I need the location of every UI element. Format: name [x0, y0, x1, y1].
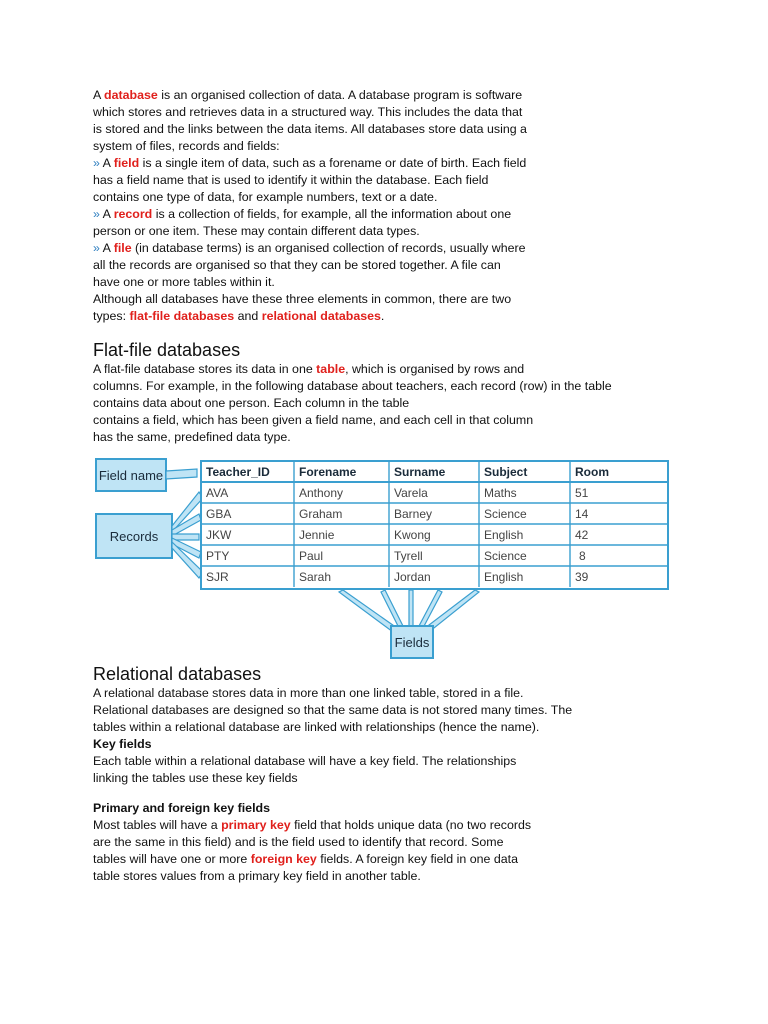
- primary-foreign-heading: Primary and foreign key fields: [93, 801, 270, 815]
- table-cell: SJR: [206, 570, 229, 584]
- intro-line: which stores and retrieves data in a structured way. This includes the data that: [93, 105, 523, 119]
- intro-line: has a field name that is used to identify it within the database. Each field: [93, 173, 489, 187]
- keyword-field: field: [113, 156, 140, 170]
- intro-line: types: flat-file databases and relational databases.: [93, 309, 385, 323]
- table-header-cell: Room: [575, 465, 609, 479]
- bullet-file: » A file (in database terms) is an organised collection of records, usually where: [93, 241, 526, 255]
- pf-line: tables will have one or more foreign key fields. A foreign key field in one data: [93, 852, 518, 866]
- intro-line: person or one item. These may contain different data types.: [93, 224, 420, 238]
- relational-line: tables within a relational database are linked with relationships (hence the name).: [93, 720, 540, 734]
- table-header-cell: Teacher_ID: [206, 465, 270, 479]
- flat-file-line: has the same, predefined data type.: [93, 430, 291, 444]
- flat-file-line: contains data about one person. Each column in the table: [93, 396, 410, 410]
- keyword-primary-key: primary key: [221, 818, 291, 832]
- intro-line: have one or more tables within it.: [93, 275, 275, 289]
- table-cell: Anthony: [299, 486, 344, 500]
- table-cell: JKW: [206, 528, 232, 542]
- table-cell: Sarah: [299, 570, 332, 584]
- table-cell: Jennie: [299, 528, 335, 542]
- table-cell: Jordan: [394, 570, 431, 584]
- intro-line: A database is an organised collection of data. A database program is software: [93, 88, 523, 102]
- table-cell: Paul: [299, 549, 324, 563]
- table-cell: 39: [575, 570, 589, 584]
- table-cell: Science: [484, 507, 527, 521]
- bullet-arrow-icon: »: [93, 241, 100, 255]
- table-cell: 51: [575, 486, 589, 500]
- table-cell: Kwong: [394, 528, 431, 542]
- field-name-arrow: [166, 469, 197, 479]
- bullet-record: » A record is a collection of fields, for example, all the information about one: [93, 207, 512, 221]
- table-cell: Tyrell: [394, 549, 423, 563]
- bullet-arrow-icon: »: [93, 156, 100, 170]
- table-cell: English: [484, 570, 524, 584]
- flat-file-line: columns. For example, in the following database about teachers, each record (row) in the table: [93, 379, 612, 393]
- relational-line: A relational database stores data in more than one linked table, stored in a file.: [93, 686, 524, 700]
- relational-section: [93, 685, 572, 787]
- fields-label: Fields: [394, 635, 430, 650]
- intro-line: contains one type of data, for example numbers, text or a date.: [93, 190, 438, 204]
- keyword-foreign-key: foreign key: [250, 852, 317, 866]
- intro-line: is stored and the links between the data items. All databases store data using a: [93, 122, 527, 136]
- table-header-cell: Subject: [484, 465, 528, 479]
- records-arrows: [172, 492, 203, 578]
- table-cell: English: [484, 528, 524, 542]
- intro-section: [93, 87, 527, 325]
- table-cell: 42: [575, 528, 589, 542]
- table-cell: Graham: [299, 507, 343, 521]
- table-cell: 14: [575, 507, 589, 521]
- records-arrow: [172, 534, 199, 540]
- relational-line: linking the tables use these key fields: [93, 771, 298, 785]
- heading-flat-file: Flat-file databases: [93, 340, 241, 360]
- flat-file-line: A flat-file database stores its data in one table, which is organised by rows and: [93, 362, 525, 376]
- table-cell: Barney: [394, 507, 433, 521]
- bullet-arrow-icon: »: [93, 207, 100, 221]
- relational-line: Relational databases are designed so that the same data is not stored many times. The: [93, 703, 573, 717]
- relational-line: Each table within a relational database will have a key field. The relationships: [93, 754, 517, 768]
- table-cell: Science: [484, 549, 527, 563]
- intro-line: system of files, records and fields:: [93, 139, 280, 153]
- table-cell: Maths: [484, 486, 517, 500]
- bullet-field: » A field is a single item of data, such as a forename or date of birth. Each field: [93, 156, 527, 170]
- keyword-record: record: [113, 207, 153, 221]
- pf-line: are the same in this field) and is the field used to identify that record. Some: [93, 835, 504, 849]
- intro-line: Although all databases have these three elements in common, there are two: [93, 292, 512, 306]
- keyword-table: table: [316, 362, 346, 376]
- primary-foreign-section: [93, 800, 531, 885]
- table-header-cell: Forename: [299, 465, 357, 479]
- heading-relational: Relational databases: [93, 664, 262, 684]
- keyword-relational: relational databases: [261, 309, 381, 323]
- teacher-table-diagram: [93, 456, 673, 662]
- table-cell: AVA: [206, 486, 229, 500]
- table-header-cell: Surname: [394, 465, 446, 479]
- key-fields-heading: Key fields: [93, 737, 152, 751]
- keyword-database: database: [104, 88, 158, 102]
- intro-line: all the records are organised so that they can be stored together. A file can: [93, 258, 501, 272]
- field-name-label: Field name: [98, 468, 164, 483]
- flat-file-section: [93, 361, 612, 446]
- table-cell: 8: [579, 549, 586, 563]
- table-frame: [201, 461, 668, 589]
- records-label: Records: [109, 529, 159, 544]
- keyword-flat-file: flat-file databases: [129, 309, 235, 323]
- flat-file-line: contains a field, which has been given a field name, and each cell in that column: [93, 413, 534, 427]
- keyword-file: file: [113, 241, 132, 255]
- table-cell: GBA: [206, 507, 232, 521]
- table-cell: PTY: [206, 549, 230, 563]
- fields-arrow: [409, 590, 413, 626]
- table-cell: Varela: [394, 486, 428, 500]
- pf-line: table stores values from a primary key field in another table.: [93, 869, 421, 883]
- pf-line: Most tables will have a primary key field that holds unique data (no two records: [93, 818, 532, 832]
